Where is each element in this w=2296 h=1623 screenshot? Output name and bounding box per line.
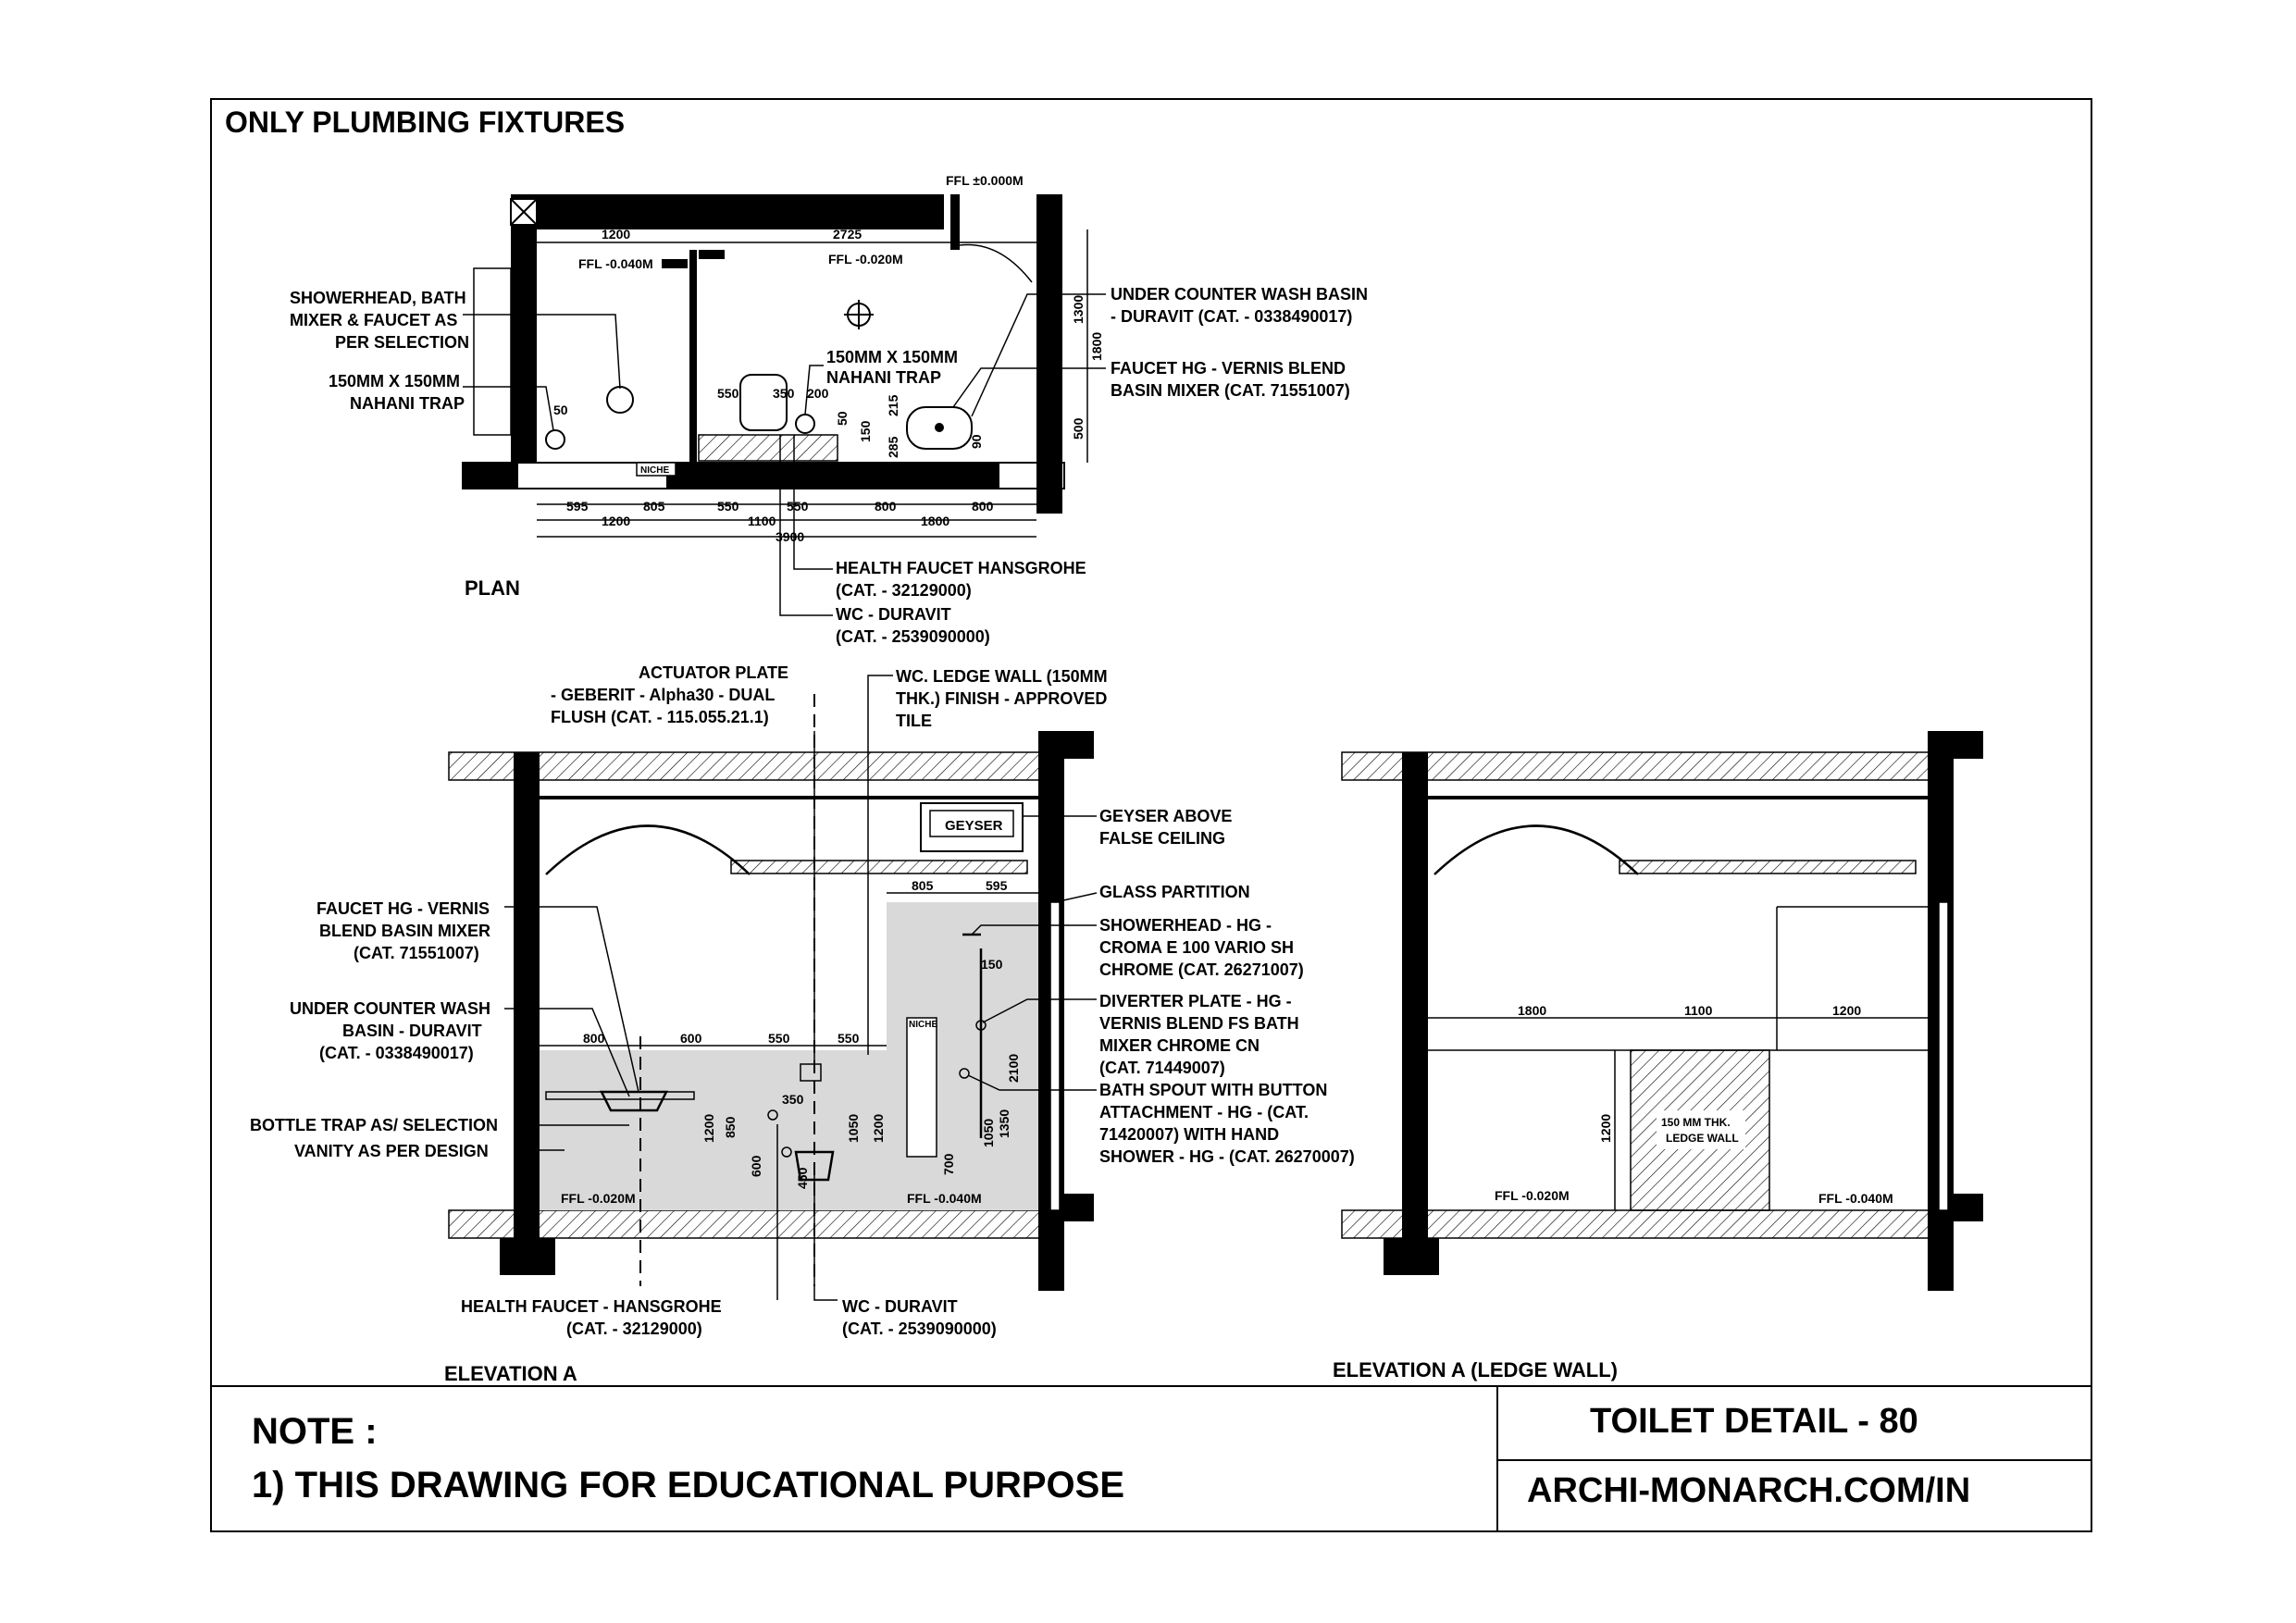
- elev-a-label-showerhead-3: CHROME (CAT. 26271007): [1099, 960, 1304, 979]
- plan-dim-bottom-800a: 800: [875, 499, 897, 514]
- plan-door-jamb: [950, 194, 960, 250]
- elev-a-dim-v-600: 600: [749, 1155, 763, 1177]
- elev-a-label-faucet-3: (CAT. 71551007): [354, 944, 479, 962]
- note-title: NOTE :: [252, 1411, 378, 1452]
- elev-a-label-diverter-3: MIXER CHROME CN: [1099, 1036, 1260, 1055]
- plan-label-faucet-2: BASIN MIXER (CAT. 71551007): [1111, 381, 1350, 400]
- plan-ffl-right: FFL -0.020M: [828, 252, 903, 266]
- plan-wall-top: [537, 194, 944, 229]
- plan-title: PLAN: [465, 576, 520, 600]
- plan-leader-faucet: [953, 368, 1106, 407]
- plan-dim-right-500: 500: [1071, 417, 1086, 440]
- sheet-title: TOILET DETAIL - 80: [1590, 1402, 1918, 1441]
- plan-ffl-marker-2: [699, 250, 725, 259]
- elev-l-dim-height: 1200: [1598, 1113, 1613, 1143]
- elev-l-title: ELEVATION A (LEDGE WALL): [1333, 1358, 1618, 1381]
- elev-a-niche: [907, 1018, 937, 1157]
- elev-l-beam-bottom-right: [1928, 1194, 1983, 1221]
- elev-a-wall-left-foot: [500, 1238, 555, 1275]
- note-line: 1) THIS DRAWING FOR EDUCATIONAL PURPOSE: [252, 1465, 1125, 1505]
- elev-l-beam-top-right: [1928, 731, 1983, 759]
- plan-dim-inner-350: 350: [773, 386, 795, 401]
- elev-l-dim-1100: 1100: [1684, 1003, 1713, 1018]
- plan-dim-bottom-595: 595: [566, 499, 589, 514]
- elev-a-dim-row-550a: 550: [768, 1031, 790, 1046]
- plan-dim-top-1: 1200: [602, 227, 631, 242]
- sheet-header-title: ONLY PLUMBING FIXTURES: [225, 105, 626, 139]
- elev-a-geyser-label: GEYSER: [945, 818, 1003, 834]
- elev-a-label-basin-3: (CAT. - 0338490017): [319, 1044, 474, 1062]
- plan-dim-right-1800: 1800: [1089, 331, 1104, 361]
- plan-wall-left: [511, 194, 537, 463]
- plan-wall-bottom-fill2: [666, 463, 999, 489]
- plan-view: [290, 173, 1368, 646]
- plan-ledge-wall: [699, 435, 838, 461]
- website: ARCHI-MONARCH.COM/IN: [1527, 1471, 1971, 1510]
- plan-wc: [740, 375, 787, 430]
- elev-a-label-spout-2: ATTACHMENT - HG - (CAT.: [1099, 1103, 1309, 1121]
- plan-wall-right: [1036, 194, 1062, 463]
- elev-l-ceiling-line: [1428, 796, 1928, 799]
- plan-dim-bottom-1200: 1200: [602, 514, 631, 528]
- elev-l-slab-bottom: [1342, 1210, 1943, 1238]
- elev-a-label-wc-1: WC - DURAVIT: [842, 1297, 958, 1316]
- elev-a-ffl-left: FFL -0.020M: [561, 1191, 636, 1206]
- elev-a-dim-150: 150: [981, 957, 1003, 972]
- elev-a-dim-v-1350: 1350: [997, 1109, 1011, 1138]
- plan-niche-label: NICHE: [640, 465, 670, 476]
- plan-door-swing: [960, 245, 1032, 283]
- elev-a-label-ledge-1: WC. LEDGE WALL (150MM: [896, 667, 1108, 686]
- elev-a-label-spout-4: SHOWER - HG - (CAT. 26270007): [1099, 1147, 1355, 1166]
- plan-dim-top-2: 2725: [833, 227, 863, 242]
- plan-showerhead: [607, 387, 633, 413]
- elev-a-label-geyser-2: FALSE CEILING: [1099, 829, 1226, 848]
- elev-a-title: ELEVATION A: [444, 1362, 577, 1385]
- elev-a-dim-row-800: 800: [583, 1031, 605, 1046]
- plan-label-health-1: HEALTH FAUCET HANSGROHE: [836, 559, 1086, 577]
- elev-a-dim-v-1200a: 1200: [701, 1113, 716, 1143]
- elev-a-dim-v-850: 850: [723, 1116, 738, 1138]
- plan-label-trap-left-1: 150MM X 150MM: [329, 372, 461, 390]
- elev-a-dim-v-450: 450: [795, 1167, 810, 1189]
- elev-l-glass-partition: [1939, 902, 1948, 1210]
- elev-a-dim-v-1050a: 1050: [846, 1113, 861, 1143]
- plan-dim-inner-285: 285: [886, 436, 900, 458]
- plan-wall-bottom-fill: [463, 463, 518, 489]
- plan-shower-glass: [689, 250, 697, 463]
- elev-a-ceiling-line: [540, 796, 1038, 799]
- plan-basin-drain: [935, 423, 944, 432]
- plan-dim-right-1300: 1300: [1071, 294, 1086, 324]
- elev-a-beam-bottom-right: [1038, 1194, 1094, 1221]
- plan-label-wc-1: WC - DURAVIT: [836, 605, 951, 624]
- plan-label-trap-mid-1: 150MM X 150MM: [826, 348, 959, 366]
- elev-a-label-showerhead-2: CROMA E 100 VARIO SH: [1099, 938, 1295, 957]
- elev-a-label-faucet-1: FAUCET HG - VERNIS: [316, 899, 490, 918]
- elev-l-ffl-left: FFL -0.020M: [1495, 1188, 1570, 1203]
- elev-a-glass-partition: [1050, 902, 1060, 1210]
- plan-label-health-2: (CAT. - 32129000): [836, 581, 972, 600]
- plan-ffl-top: FFL ±0.000M: [946, 173, 1024, 188]
- plan-dim-bottom-550a: 550: [717, 499, 739, 514]
- elev-a-label-spout-1: BATH SPOUT WITH BUTTON: [1099, 1081, 1328, 1099]
- plan-dim-inner-90: 90: [969, 434, 984, 449]
- elev-a-dim-595: 595: [986, 878, 1008, 893]
- elev-l-wall-left: [1402, 752, 1428, 1275]
- elev-a-label-health-1: HEALTH FAUCET - HANSGROHE: [461, 1297, 722, 1316]
- elev-a-label-vanity: VANITY AS PER DESIGN: [294, 1142, 489, 1160]
- elev-a-label-basin-2: BASIN - DURAVIT: [342, 1022, 482, 1040]
- elev-a-label-glass: GLASS PARTITION: [1099, 883, 1250, 901]
- plan-dim-inner-550: 550: [717, 386, 739, 401]
- elev-a-label-diverter-4: (CAT. 71449007): [1099, 1059, 1225, 1077]
- plan-label-shower-2: MIXER & FAUCET AS: [290, 311, 458, 329]
- elev-a-label-diverter-1: DIVERTER PLATE - HG -: [1099, 992, 1292, 1010]
- elevation-a: [250, 663, 1355, 1385]
- elev-a-dim-v-1200b: 1200: [871, 1113, 886, 1143]
- plan-dim-inner-150: 150: [858, 420, 873, 442]
- elev-l-slab-top: [1342, 752, 1943, 780]
- plan-dim-inner-50a: 50: [553, 403, 568, 417]
- plan-leader-shower: [463, 315, 620, 389]
- plan-dim-bottom-800b: 800: [972, 499, 994, 514]
- elev-l-false-ceiling: [1620, 861, 1916, 873]
- plan-label-basin-1: UNDER COUNTER WASH BASIN: [1111, 285, 1369, 304]
- plan-dim-inner-200: 200: [807, 386, 829, 401]
- elev-l-arch: [1434, 826, 1638, 875]
- plan-ffl-marker-1: [662, 259, 688, 268]
- elev-a-beam-top-right: [1038, 731, 1094, 759]
- plan-dim-inner-50b: 50: [835, 411, 850, 426]
- elev-a-arch: [546, 826, 750, 875]
- elev-a-dim-row-550b: 550: [838, 1031, 860, 1046]
- plan-ffl-left: FFL -0.040M: [578, 256, 653, 271]
- elev-a-niche-label: NICHE: [909, 1020, 938, 1030]
- plan-label-trap-left-2: NAHANI TRAP: [350, 394, 465, 413]
- plan-label-shower-3: PER SELECTION: [335, 333, 470, 352]
- plan-trap-mid: [796, 415, 814, 433]
- elev-a-dim-v-2100: 2100: [1006, 1053, 1021, 1083]
- elev-a-label-spout-3: 71420007) WITH HAND: [1099, 1125, 1280, 1144]
- plan-window: [474, 268, 511, 435]
- elev-a-label-actuator-3: FLUSH (CAT. - 115.055.21.1): [551, 708, 769, 726]
- elev-a-dim-805: 805: [912, 878, 934, 893]
- elev-a-dim-350: 350: [782, 1092, 804, 1107]
- elev-a-label-diverter-2: VERNIS BLEND FS BATH: [1099, 1014, 1299, 1033]
- elev-l-dim-1200: 1200: [1832, 1003, 1862, 1018]
- plan-dim-bottom-3900: 3900: [776, 529, 805, 544]
- elev-l-dim-1800: 1800: [1518, 1003, 1547, 1018]
- plan-trap-left: [546, 430, 565, 449]
- elev-a-label-geyser-1: GEYSER ABOVE: [1099, 807, 1233, 825]
- plan-wall-bottom-right: [1036, 463, 1062, 514]
- elev-a-label-basin-1: UNDER COUNTER WASH: [290, 999, 491, 1018]
- elev-a-dim-v-1050b: 1050: [981, 1118, 996, 1147]
- elevation-ledge: [1333, 731, 1983, 1381]
- plan-dim-inner-215: 215: [886, 394, 900, 416]
- elev-l-wall-left-foot: [1384, 1238, 1439, 1275]
- elev-a-label-ledge-2: THK.) FINISH - APPROVED: [896, 689, 1108, 708]
- plan-dim-bottom-550b: 550: [787, 499, 809, 514]
- elev-a-label-actuator-2: - GEBERIT - Alpha30 - DUAL: [551, 686, 776, 704]
- plan-label-wc-2: (CAT. - 2539090000): [836, 627, 990, 646]
- elev-l-ledge-label-1: 150 MM THK.: [1661, 1116, 1731, 1129]
- plan-label-shower-1: SHOWERHEAD, BATH: [290, 289, 466, 307]
- elev-a-label-health-2: (CAT. - 32129000): [566, 1319, 702, 1338]
- plan-dim-bottom-805: 805: [643, 499, 665, 514]
- plan-label-trap-mid-2: NAHANI TRAP: [826, 368, 941, 387]
- elev-a-wall-left: [514, 752, 540, 1275]
- plan-leader-trap-left: [463, 387, 553, 430]
- plan-dim-bottom-1800: 1800: [921, 514, 950, 528]
- elev-a-label-bottle: BOTTLE TRAP AS/ SELECTION: [250, 1116, 499, 1134]
- plan-dim-bottom-1100: 1100: [748, 514, 776, 528]
- elev-a-false-ceiling: [731, 861, 1027, 873]
- elev-a-label-ledge-3: TILE: [896, 712, 932, 730]
- elev-l-ffl-right: FFL -0.040M: [1818, 1191, 1893, 1206]
- elev-a-label-actuator-1: ACTUATOR PLATE: [639, 663, 788, 682]
- elev-l-ledge-label-2: LEDGE WALL: [1666, 1132, 1739, 1145]
- plan-label-faucet-1: FAUCET HG - VERNIS BLEND: [1111, 359, 1347, 378]
- elev-a-label-showerhead-1: SHOWERHEAD - HG -: [1099, 916, 1272, 935]
- elev-a-dim-row-600: 600: [680, 1031, 702, 1046]
- elev-a-ffl-right: FFL -0.040M: [907, 1191, 982, 1206]
- elev-a-dim-v-700: 700: [941, 1153, 956, 1175]
- elev-a-label-faucet-2: BLEND BASIN MIXER: [319, 922, 491, 940]
- elev-a-label-wc-2: (CAT. - 2539090000): [842, 1319, 997, 1338]
- plan-label-basin-2: - DURAVIT (CAT. - 0338490017): [1111, 307, 1353, 326]
